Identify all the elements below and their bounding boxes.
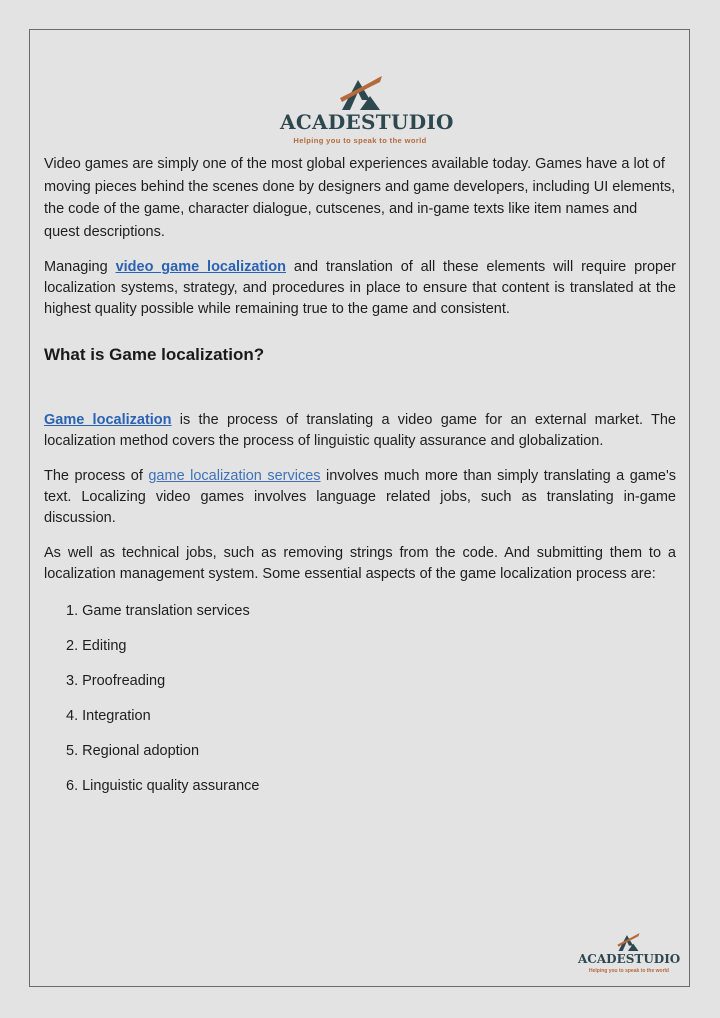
list-item: 5. Regional adoption [66, 743, 200, 759]
logo-tagline: Helping you to speak to the world [293, 136, 427, 145]
mountain-logo-icon [338, 74, 386, 112]
definition-paragraph: Game localization is the process of translating a video game for an external market. The localization method covers the process of linguistic quality assurance and globalization. [44, 412, 676, 449]
document-page [29, 29, 690, 987]
footer-logo [578, 932, 680, 980]
list-item: 3. Proofreading [66, 673, 166, 689]
game-localization-link[interactable]: Game localization [44, 412, 172, 428]
list-item: 1. Game translation services [66, 603, 250, 619]
mountain-logo-icon [616, 932, 642, 952]
aspects-list [44, 601, 676, 811]
intro-paragraph: Video games are simply one of the most global experiences available today. Games have a lot of moving pieces behind the scenes done by designers and game developers, including UI elements, the code of the game, character dialogue, cutscenes, and in-game texts like item names and quest descriptions. [44, 156, 676, 240]
list-item: 4. Integration [66, 708, 151, 724]
section-heading: What is Game localization? [44, 345, 265, 364]
article-body [44, 153, 676, 811]
process-paragraph: The process of game localization services involves much more than simply translating a game's text. Localizing video games involves language related jobs, such as translating in-game discussion. [44, 468, 676, 526]
footer-logo-tagline: Helping you to speak to the world [588, 968, 669, 974]
list-item: 6. Linguistic quality assurance [66, 778, 260, 794]
managing-paragraph: Managing video game localization and translation of all these elements will require proper localization systems, strategy, and procedures in place to ensure that content is translated at the highest quality possible while remaining true to the game and consistent. [44, 259, 677, 317]
video-game-localization-link[interactable]: video game localization [115, 259, 287, 275]
list-item: 2. Editing [66, 638, 127, 654]
game-localization-services-link[interactable]: game localization services [148, 468, 321, 484]
technical-paragraph: As well as technical jobs, such as removing strings from the code. And submitting them to a localization management system. Some essential aspects of the game localization process are: [44, 545, 676, 582]
logo-wordmark: ACADESTUDIO [280, 110, 454, 134]
footer-logo-wordmark: ACADESTUDIO [578, 952, 681, 966]
